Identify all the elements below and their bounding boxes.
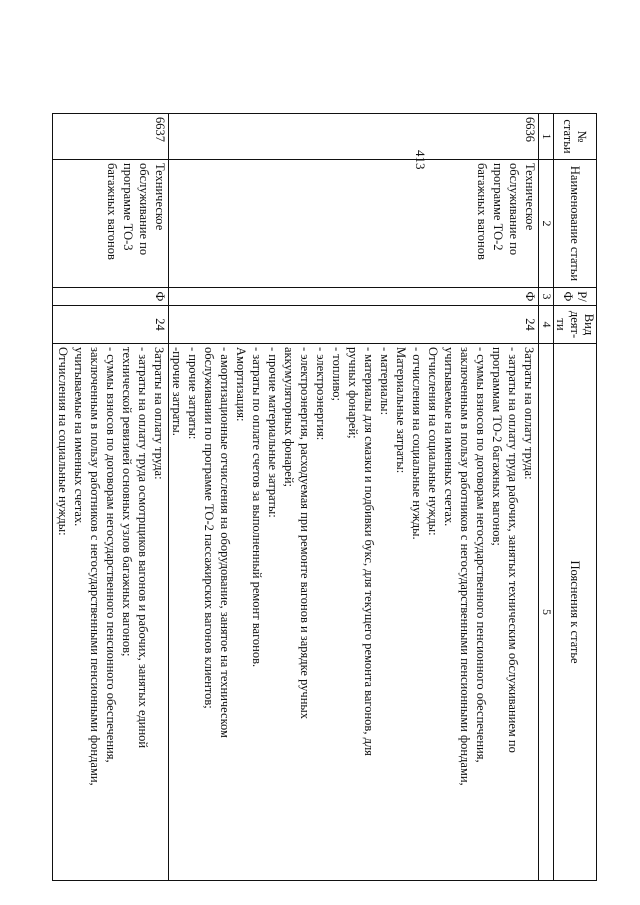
explanation-line: Материальные затраты: [394,347,408,474]
column-number: 2 [539,160,554,288]
column-number: 1 [539,114,554,160]
page-number: 413 [413,150,428,170]
explanation-line: - амортизационные отчисления на оборудование, занятое на техническом [218,347,232,738]
table-row [53,114,169,881]
item-name: Техническое обслуживание по программе ТО-3 багажных вагонов [53,160,169,288]
explanation-line: - прочие затраты: [186,347,200,440]
table-header-row [554,114,597,881]
explanation-line: программам ТО-2 багажных вагонов; [490,347,504,546]
explanation-line: Затраты на оплату труда: [152,347,166,480]
explanation-line: Отчисления на социальные нужды: [426,347,440,536]
explanation-line: - материалы: [378,347,392,416]
rotated-table-container [56,113,597,880]
explanation-line: Амортизация: [234,347,248,422]
item-number: 6636 [169,114,539,160]
table-row [169,114,539,881]
explanation-line: заключенным в пользу работников с негосударственными пенсионными фондами, [88,347,102,786]
explanation-line: Затраты на оплату труда: [522,347,536,480]
explanation-line: ручных фонарей; [346,347,360,439]
explanation-line: - суммы взносов по договорам негосударственного пенсионного обеспечения, [474,347,488,763]
explanation-line: - суммы взносов по договорам негосударственного пенсионного обеспечения, [104,347,118,763]
column-number: 4 [539,306,554,344]
header-rf: Р/Ф [554,288,597,306]
explanation-line: - отчисления на социальные нужды. [410,347,424,540]
item-type: 24 [53,306,169,344]
explanation-line: технической ревизией основных узлов багажных вагонов; [120,347,134,657]
explanation-line: заключенным в пользу работников с негосударственными пенсионными фондами, [458,347,472,786]
explanation-line: - прочие материальные затраты: [266,347,280,518]
column-number: 3 [539,288,554,306]
item-type: 24 [169,306,539,344]
explanation-line: -прочие затраты. [170,347,184,436]
explanation-line: - затраты на оплату труда осмотрщиков вагонов и рабочих, занятых единой [136,347,150,749]
cost-items-table [52,113,597,881]
column-number: 5 [539,344,554,881]
explanation-line: Отчисления на социальные нужды: [56,347,70,536]
item-rf: Ф [53,288,169,306]
header-num: № статьи [554,114,597,160]
explanation-line: учитываемые на именных счетах. [72,347,86,527]
explanation-line: - затраты по оплате счетов за выполненный ремонт вагонов. [250,347,264,668]
explanation-line: обслуживании по программе ТО-2 пассажирских вагонов клиентов; [202,347,216,709]
item-rf: Ф [169,288,539,306]
item-name: Техническое обслуживание по программе ТО-2 багажных вагонов [169,160,539,288]
explanation-line: - материалы для смазки и подбивки букс, для текущего ремонта вагонов, для [362,347,376,756]
explanation-line: аккумуляторных фонарей; [282,347,296,488]
explanation-line: - топливо; [330,347,344,401]
item-number: 6637 [53,114,169,160]
header-name: Наименование статьи [554,160,597,288]
explanation-line: - затраты на оплату труда рабочих, занятых техническим обслуживанием по [506,347,520,753]
header-explanation: Пояснения к статье [554,344,597,881]
column-number-row [539,114,554,881]
item-explanation [169,344,539,881]
header-type: Вид деят-ти [554,306,597,344]
item-explanation [53,344,169,881]
explanation-line: - электроэнергия: [314,347,328,441]
explanation-line: - электроэнергия, расходуемая при ремонте вагонов и зарядке ручных [298,347,312,720]
explanation-line: учитываемые на именных счетах. [442,347,456,527]
